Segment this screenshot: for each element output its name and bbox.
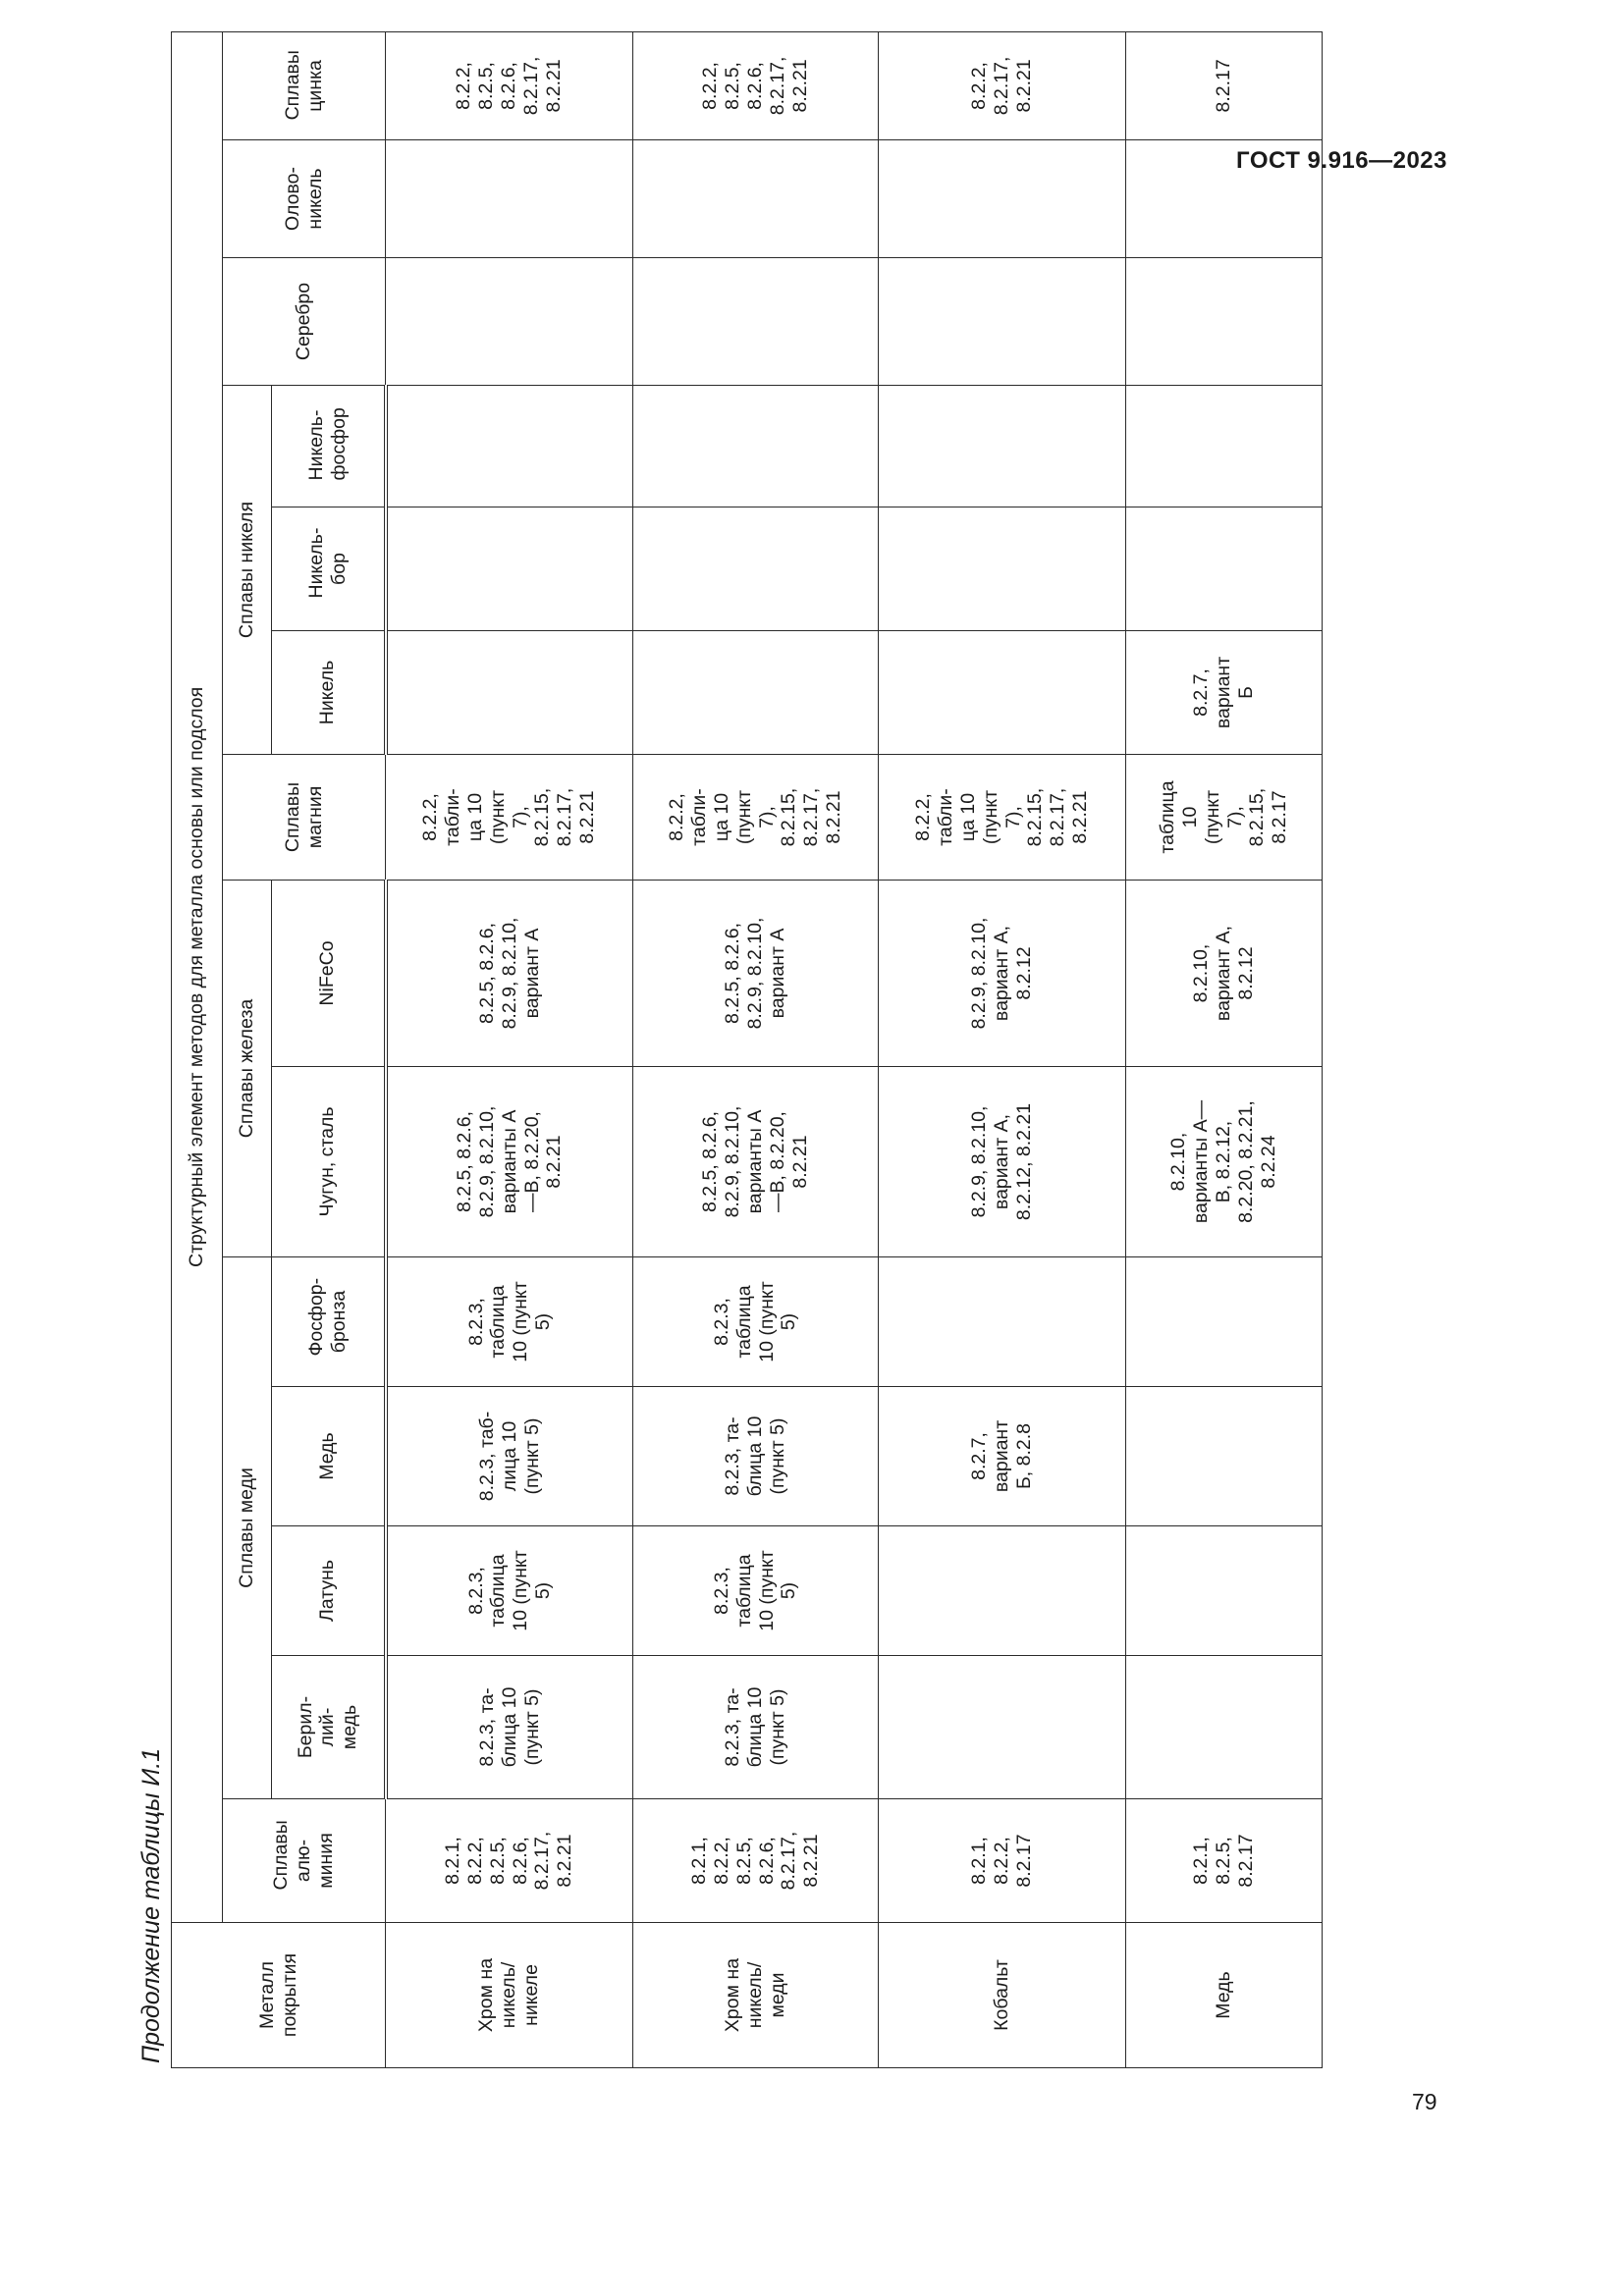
table-caption: Продолжение таблицы И.1 (137, 1747, 165, 2063)
cell-aluminium: 8.2.1, 8.2.5, 8.2.17 (1126, 1799, 1323, 1923)
page-number: 79 (1412, 2089, 1437, 2114)
cell-zinc: 8.2.17 (1126, 31, 1323, 139)
document-code: ГОСТ 9.916—2023 (1236, 147, 1447, 174)
cell-magnesium: 8.2.2, табли-ца 10 (пункт 7), 8.2.15, 8.2.17, 8.2.21 (386, 755, 633, 881)
cell-nickel (633, 631, 879, 755)
header-nickel: Никель (272, 631, 386, 755)
cell-phosphor-bronze (1126, 1257, 1323, 1387)
cell-silver (879, 258, 1126, 386)
cell-copper: 8.2.7, вариант Б, 8.2.8 (879, 1387, 1126, 1526)
cell-zinc: 8.2.2, 8.2.5, 8.2.6, 8.2.17, 8.2.21 (633, 31, 879, 139)
cell-brass: 8.2.3, таблица 10 (пункт 5) (386, 1526, 633, 1656)
cell-nifeco: 8.2.10, вариант А, 8.2.12 (1126, 881, 1323, 1067)
cell-silver (633, 258, 879, 386)
cell-metal: Кобальт (879, 1923, 1126, 2068)
header-zinc-alloys: Сплавы цинка (223, 31, 386, 139)
cell-silver (386, 258, 633, 386)
header-metal-coating: Металл покрытия (172, 1923, 386, 2068)
header-nickel-phosphorus: Никель-фосфор (272, 386, 386, 507)
cell-iron-steel: 8.2.5, 8.2.6, 8.2.9, 8.2.10, варианты А—В, 8.2.20, 8.2.21 (386, 1067, 633, 1257)
cell-phosphor-bronze: 8.2.3, таблица 10 (пункт 5) (386, 1257, 633, 1387)
header-phosphor-bronze: Фосфор-бронза (272, 1257, 386, 1387)
cell-brass (1126, 1526, 1323, 1656)
cell-tin-nickel (386, 140, 633, 258)
header-group-copper-alloys: Сплавы меди (223, 1257, 272, 1799)
header-group-iron-alloys: Сплавы железа (223, 881, 272, 1257)
header-structural-element: Структурный элемент методов для металла основы или подслоя (172, 31, 223, 1922)
header-brass: Латунь (272, 1526, 386, 1656)
table-row (879, 31, 1126, 2067)
cell-copper: 8.2.3, таб-лица 10 (пункт 5) (386, 1387, 633, 1526)
cell-nickel-boron (879, 507, 1126, 631)
cell-magnesium: 8.2.2, табли-ца 10 (пункт 7), 8.2.15, 8.2.17, 8.2.21 (879, 755, 1126, 881)
cell-magnesium: 8.2.2, табли-ца 10 (пункт 7), 8.2.15, 8.2.17, 8.2.21 (633, 755, 879, 881)
cell-nickel (879, 631, 1126, 755)
header-iron-steel: Чугун, сталь (272, 1067, 386, 1257)
header-tin-nickel: Олово-никель (223, 140, 386, 258)
cell-nickel-phosphorus (633, 386, 879, 507)
cell-nickel-phosphorus (386, 386, 633, 507)
cell-beryllium-copper (1126, 1656, 1323, 1799)
cell-iron-steel: 8.2.5, 8.2.6, 8.2.9, 8.2.10, варианты А—В, 8.2.20, 8.2.21 (633, 1067, 879, 1257)
cell-metal: Хром на никель/ никеле (386, 1923, 633, 2068)
cell-tin-nickel (1126, 140, 1323, 258)
rotated-table-container (171, 50, 1322, 2068)
methods-table (171, 31, 1323, 2068)
cell-nickel (386, 631, 633, 755)
header-aluminium-alloys: Сплавы алю-миния (223, 1799, 386, 1923)
cell-aluminium: 8.2.1, 8.2.2, 8.2.5, 8.2.6, 8.2.17, 8.2.21 (633, 1799, 879, 1923)
header-copper: Медь (272, 1387, 386, 1526)
cell-brass: 8.2.3, таблица 10 (пункт 5) (633, 1526, 879, 1656)
table-row (1126, 31, 1323, 2067)
cell-metal: Хром на никель/ меди (633, 1923, 879, 2068)
cell-phosphor-bronze: 8.2.3, таблица 10 (пункт 5) (633, 1257, 879, 1387)
cell-zinc: 8.2.2, 8.2.5, 8.2.6, 8.2.17, 8.2.21 (386, 31, 633, 139)
cell-nickel: 8.2.7, вариант Б (1126, 631, 1323, 755)
cell-nickel-phosphorus (879, 386, 1126, 507)
cell-magnesium: таблица 10 (пункт 7), 8.2.15, 8.2.17 (1126, 755, 1323, 881)
cell-nifeco: 8.2.9, 8.2.10, вариант А, 8.2.12 (879, 881, 1126, 1067)
cell-copper (1126, 1387, 1323, 1526)
cell-brass (879, 1526, 1126, 1656)
cell-silver (1126, 258, 1323, 386)
header-magnesium-alloys: Сплавы магния (223, 755, 386, 881)
cell-beryllium-copper (879, 1656, 1126, 1799)
header-group-nickel-alloys: Сплавы никеля (223, 386, 272, 755)
cell-aluminium: 8.2.1, 8.2.2, 8.2.5, 8.2.6, 8.2.17, 8.2.21 (386, 1799, 633, 1923)
cell-metal: Медь (1126, 1923, 1323, 2068)
header-silver: Серебро (223, 258, 386, 386)
cell-tin-nickel (879, 140, 1126, 258)
cell-nickel-boron (1126, 507, 1323, 631)
cell-iron-steel: 8.2.10, варианты А—В, 8.2.12, 8.2.20, 8.2.21, 8.2.24 (1126, 1067, 1323, 1257)
cell-copper: 8.2.3, та-блица 10 (пункт 5) (633, 1387, 879, 1526)
table-row (633, 31, 879, 2067)
header-beryllium-copper: Берил-лий-медь (272, 1656, 386, 1799)
cell-nifeco: 8.2.5, 8.2.6, 8.2.9, 8.2.10, вариант А (633, 881, 879, 1067)
cell-nickel-boron (386, 507, 633, 631)
cell-aluminium: 8.2.1, 8.2.2, 8.2.17 (879, 1799, 1126, 1923)
cell-tin-nickel (633, 140, 879, 258)
cell-nifeco: 8.2.5, 8.2.6, 8.2.9, 8.2.10, вариант А (386, 881, 633, 1067)
header-nifeco: NiFeCo (272, 881, 386, 1067)
cell-iron-steel: 8.2.9, 8.2.10, вариант А, 8.2.12, 8.2.21 (879, 1067, 1126, 1257)
cell-nickel-phosphorus (1126, 386, 1323, 507)
cell-zinc: 8.2.2, 8.2.17, 8.2.21 (879, 31, 1126, 139)
table-row (386, 31, 633, 2067)
header-nickel-boron: Никель-бор (272, 507, 386, 631)
cell-beryllium-copper: 8.2.3, та-блица 10 (пункт 5) (633, 1656, 879, 1799)
cell-beryllium-copper: 8.2.3, та-блица 10 (пункт 5) (386, 1656, 633, 1799)
cell-phosphor-bronze (879, 1257, 1126, 1387)
cell-nickel-boron (633, 507, 879, 631)
